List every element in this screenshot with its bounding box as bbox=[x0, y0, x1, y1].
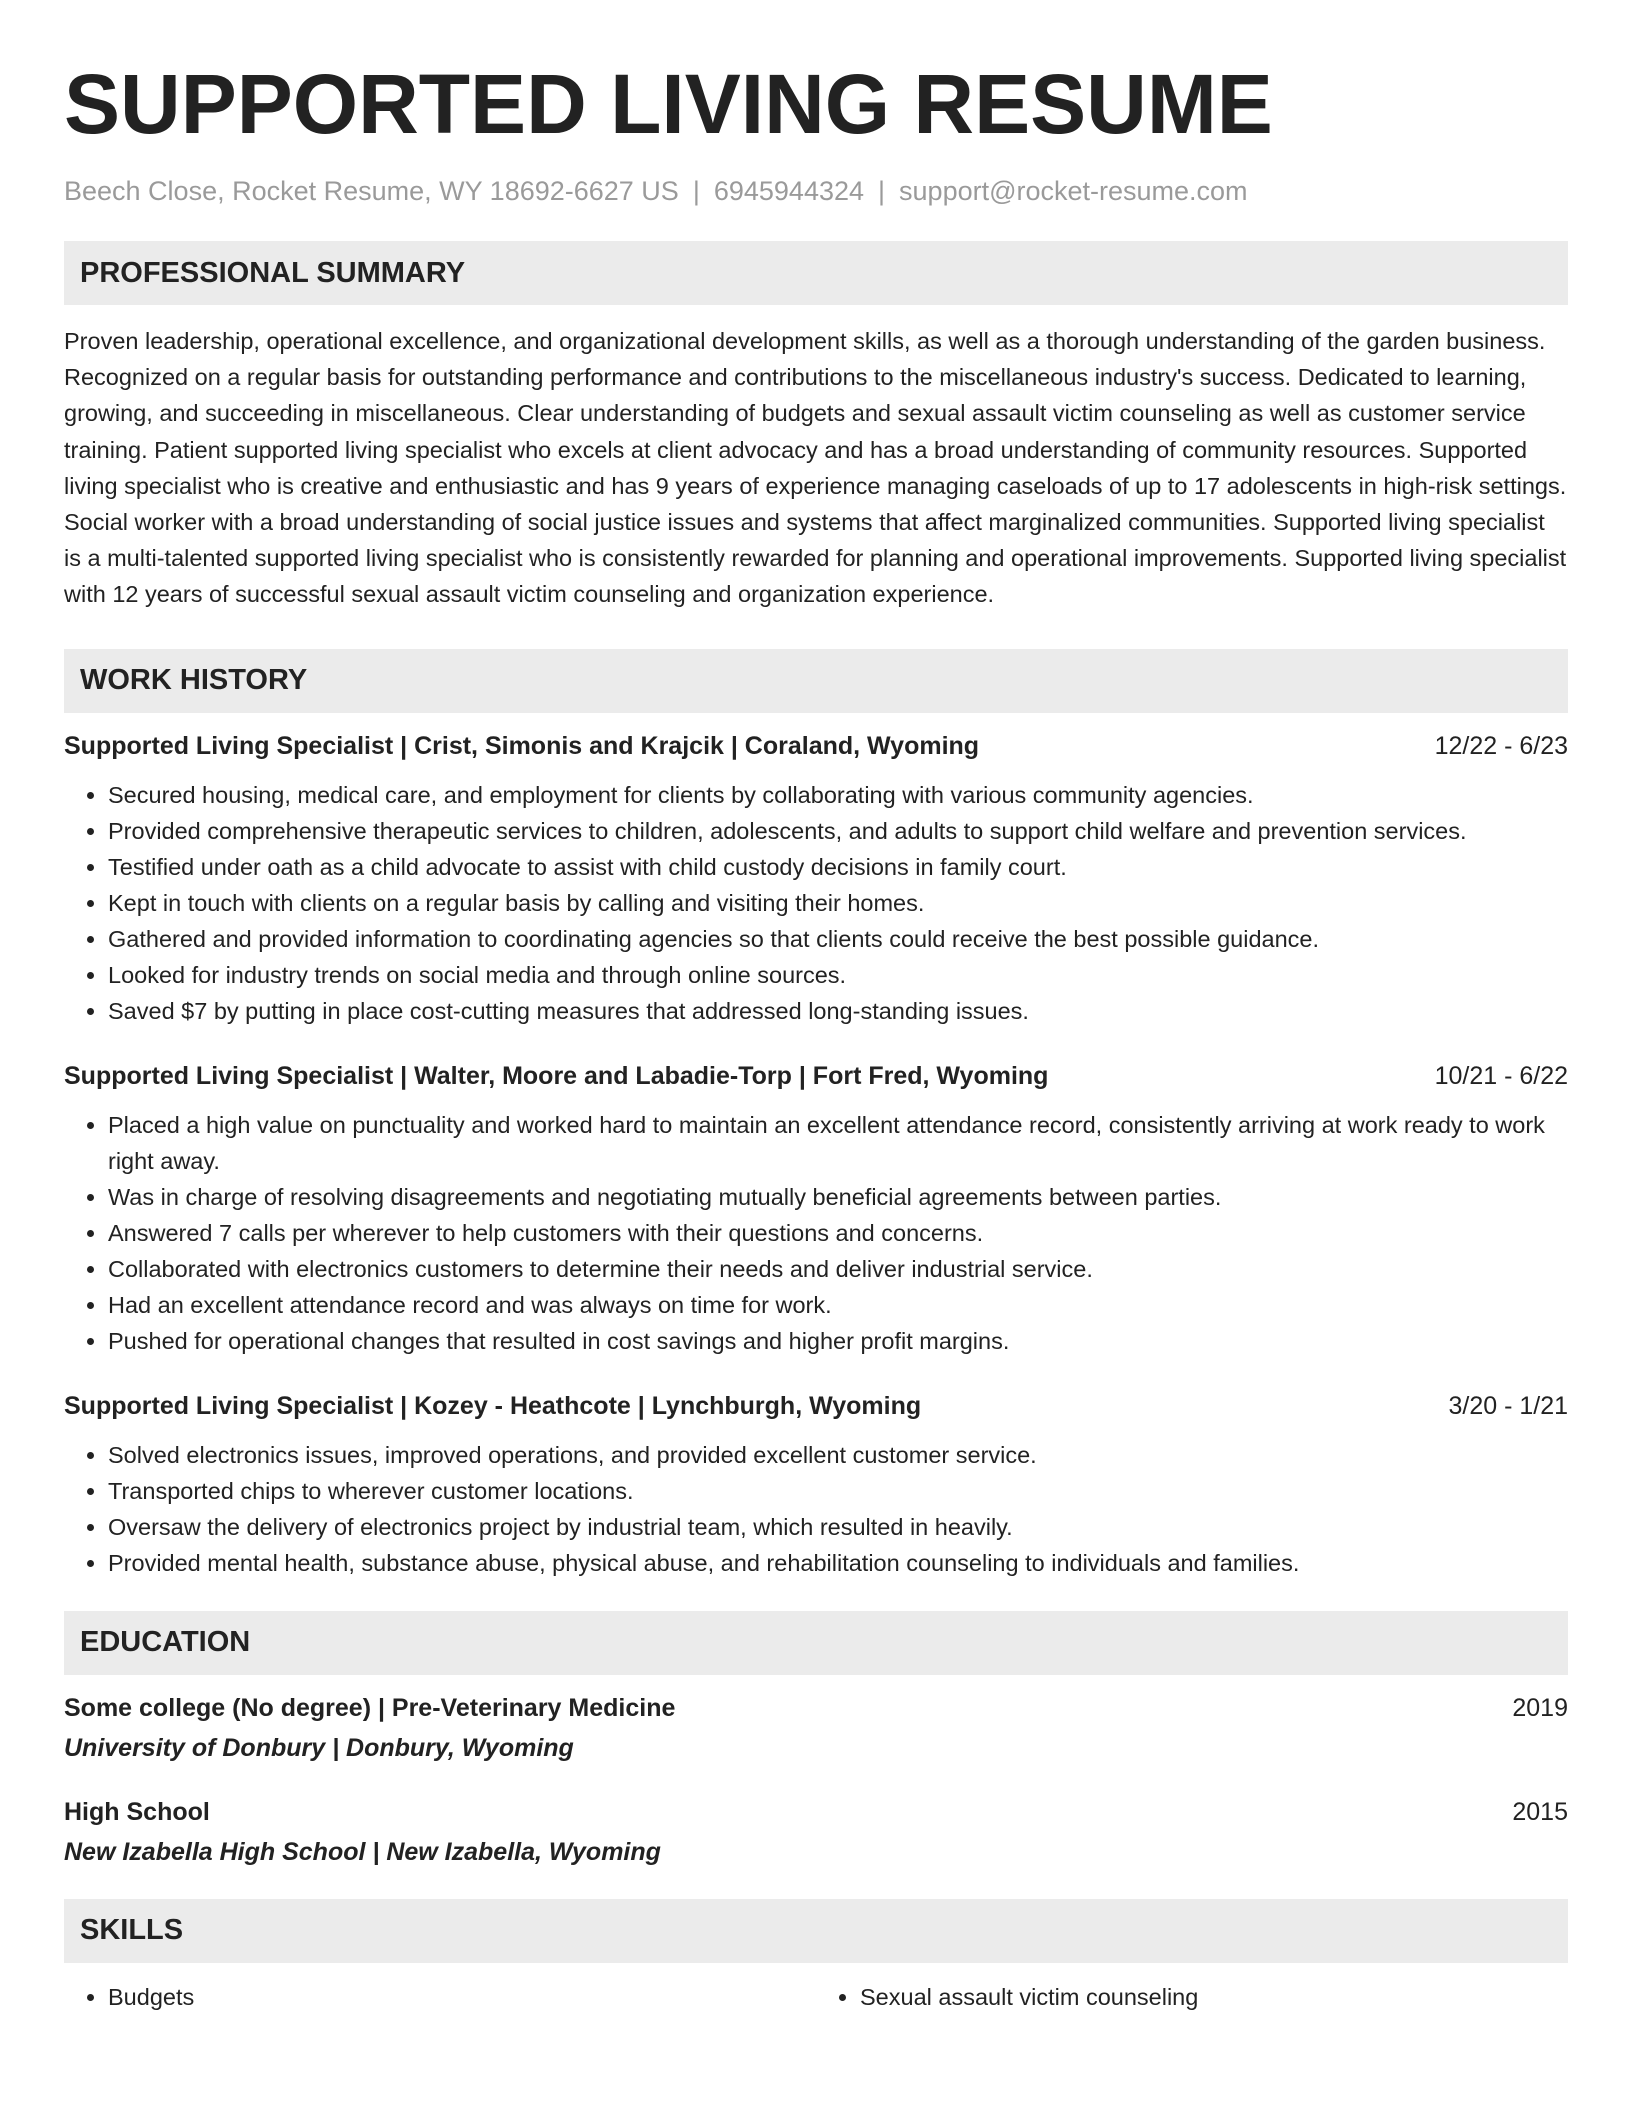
job-bullets bbox=[64, 1107, 1568, 1359]
job-bullets bbox=[64, 777, 1568, 1029]
address-text: Beech Close, Rocket Resume, WY 18692-6627 US bbox=[64, 176, 679, 206]
list-item: • Saved $7 by putting in place cost-cutting measures that addressed long-standing issues. bbox=[108, 993, 1568, 1029]
list-item: • Was in charge of resolving disagreements and negotiating mutually beneficial agreements between parties. bbox=[108, 1179, 1568, 1215]
education-year: 2019 bbox=[1512, 1693, 1568, 1722]
job-bullets bbox=[64, 1437, 1568, 1581]
education-year: 2015 bbox=[1512, 1797, 1568, 1826]
job-entry bbox=[64, 1389, 1568, 1581]
list-item: • Gathered and provided information to coordinating agencies so that clients could receive the best possible guidance. bbox=[108, 921, 1568, 957]
phone-text: 6945944324 bbox=[713, 176, 865, 206]
list-item: • Testified under oath as a child advocate to assist with child custody decisions in family court. bbox=[108, 849, 1568, 885]
summary-heading: PROFESSIONAL SUMMARY bbox=[64, 241, 1568, 305]
skill-item: • Sexual assault victim counseling bbox=[860, 1979, 1568, 2015]
list-item: • Transported chips to wherever customer locations. bbox=[108, 1473, 1568, 1509]
skills-heading: SKILLS bbox=[64, 1899, 1568, 1963]
education-entry bbox=[64, 1795, 1568, 1869]
education-degree: Some college (No degree) | Pre-Veterinary Medicine bbox=[64, 1693, 676, 1722]
education-school: University of Donbury | Donbury, Wyoming bbox=[64, 1733, 574, 1762]
list-item: • Answered 7 calls per wherever to help customers with their questions and concerns. bbox=[108, 1215, 1568, 1251]
job-title: Supported Living Specialist | Walter, Moore and Labadie-Torp | Fort Fred, Wyoming bbox=[64, 1061, 1049, 1090]
list-item: • Solved electronics issues, improved operations, and provided excellent customer service. bbox=[108, 1437, 1568, 1473]
job-title: Supported Living Specialist | Crist, Simonis and Krajcik | Coraland, Wyoming bbox=[64, 731, 980, 760]
contact-separator: | bbox=[692, 176, 700, 206]
work-history-heading: WORK HISTORY bbox=[64, 649, 1568, 713]
email-link[interactable]: support@rocket-resume.com bbox=[899, 176, 1248, 206]
education-heading: EDUCATION bbox=[64, 1611, 1568, 1675]
list-item: • Kept in touch with clients on a regular basis by calling and visiting their homes. bbox=[108, 885, 1568, 921]
list-item: • Pushed for operational changes that resulted in cost savings and higher profit margins. bbox=[108, 1323, 1568, 1359]
education-header bbox=[64, 1795, 1568, 1829]
list-item: • Placed a high value on punctuality and worked hard to maintain an excellent attendance record, consistently arriving at work ready to work right away. bbox=[108, 1107, 1568, 1179]
contact-separator: | bbox=[878, 176, 886, 206]
list-item: • Provided mental health, substance abuse, physical abuse, and rehabilitation counseling to individuals and families. bbox=[108, 1545, 1568, 1581]
skill-item: • Budgets bbox=[108, 1979, 816, 2015]
list-item: • Had an excellent attendance record and was always on time for work. bbox=[108, 1287, 1568, 1323]
skills-column-left bbox=[64, 1979, 816, 2015]
job-entry bbox=[64, 1059, 1568, 1359]
education-degree: High School bbox=[64, 1797, 210, 1826]
job-entry bbox=[64, 729, 1568, 1029]
job-dates: 12/22 - 6/23 bbox=[1434, 731, 1568, 760]
resume-title: SUPPORTED LIVING RESUME bbox=[64, 57, 1273, 151]
list-item: • Provided comprehensive therapeutic services to children, adolescents, and adults to support child welfare and prevention services. bbox=[108, 813, 1568, 849]
contact-line bbox=[64, 174, 1568, 208]
job-dates: 3/20 - 1/21 bbox=[1448, 1391, 1568, 1420]
skills-column-right bbox=[816, 1979, 1568, 2015]
education-header bbox=[64, 1691, 1568, 1725]
list-item: • Oversaw the delivery of electronics project by industrial team, which resulted in heavily. bbox=[108, 1509, 1568, 1545]
job-header bbox=[64, 1389, 1568, 1423]
job-header bbox=[64, 1059, 1568, 1093]
job-dates: 10/21 - 6/22 bbox=[1434, 1061, 1568, 1090]
summary-text: Proven leadership, operational excellence, and organizational development skills, as well as a thorough understanding of the garden business. Recognized on a regular basis for outstanding performance and contributions to the miscellaneous industry's success. Dedicated to learning, growing, and succeeding in miscellaneous. Clear understanding of budgets and sexual assault victim counseling as well as customer service training. Patient supported living specialist who excels at client advocacy and has a broad understanding of community resources. Supported living specialist who is creative and enthusiastic and has 9 years of experience managing caseloads of up to 17 adolescents in high-risk settings. Social worker with a broad understanding of social justice issues and systems that affect marginalized communities. Supported living specialist is a multi-talented supported living specialist who is consistently rewarded for planning and operational improvements. Supported living specialist with 12 years of successful sexual assault victim counseling and organization experience. bbox=[64, 328, 1567, 608]
job-header bbox=[64, 729, 1568, 763]
list-item: • Collaborated with electronics customers to determine their needs and deliver industrial service. bbox=[108, 1251, 1568, 1287]
list-item: • Secured housing, medical care, and employment for clients by collaborating with various community agencies. bbox=[108, 777, 1568, 813]
job-title: Supported Living Specialist | Kozey - Heathcote | Lynchburgh, Wyoming bbox=[64, 1391, 922, 1420]
education-school: New Izabella High School | New Izabella, Wyoming bbox=[64, 1837, 661, 1866]
skills-list bbox=[64, 1979, 1568, 2015]
list-item: • Looked for industry trends on social media and through online sources. bbox=[108, 957, 1568, 993]
education-entry bbox=[64, 1691, 1568, 1765]
